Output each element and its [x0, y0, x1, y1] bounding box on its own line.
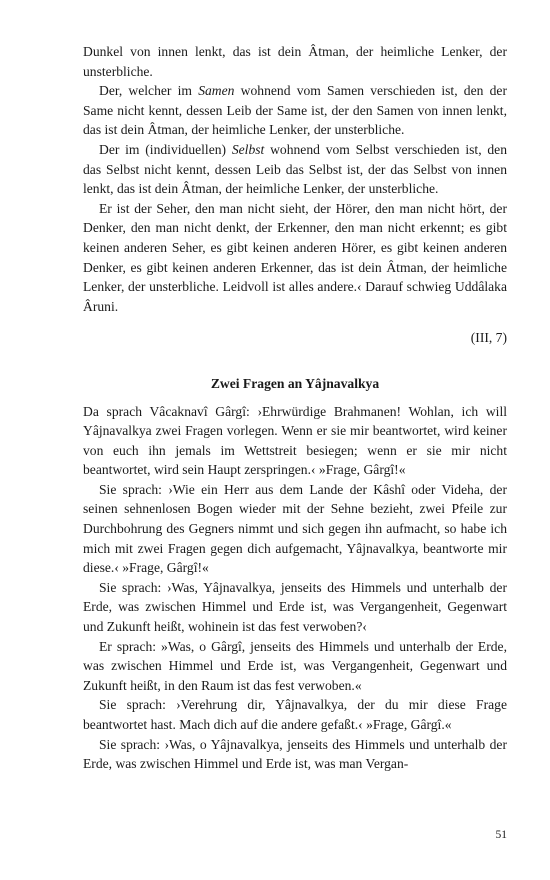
text-run: Sie sprach: ›Wie ein Herr aus dem Lande der Kâshî oder Videha, der seinen sehnenlosen Bogen wieder mit der Sehne bezieht, zwei Pfeile zur Durchbohrung des Gegners nimmt und sich gegen ihn aufmacht, so habe ich mich mit zwei Fragen gegen dich aufgemacht, Yâjnavalkya, beantworte mir diese.‹ »Frage, Gârgî!«	[83, 481, 507, 576]
paragraph	[83, 140, 507, 199]
paragraph	[83, 199, 507, 317]
text-run: wohnend vom Selbst verschieden ist, den das Selbst nicht kennt, dessen Leib das Selbst ist, der das Selbst von innen lenkt, das ist dein Âtman, der heimliche Lenker, der unsterbliche.	[83, 141, 507, 197]
paragraph	[83, 637, 507, 696]
text-run: Er sprach: »Was, o Gârgî, jenseits des Himmels und unterhalb der Erde, was zwischen Himmel und Erde ist, was Vergangenheit, Gegenwart und Zukunft heißt, in den Raum ist das fest verwoben.«	[83, 638, 507, 693]
section-two-questions	[83, 402, 507, 774]
page-number: 51	[495, 829, 507, 841]
section-heading: Zwei Fragen an Yâjnavalkya	[210, 375, 380, 391]
text-run: Dunkel von innen lenkt, das ist dein Âtman, der heimliche Lenker, der unsterbliche.	[83, 44, 507, 79]
emphasized-text: Samen	[198, 83, 235, 99]
paragraph	[83, 402, 507, 480]
paragraph	[83, 578, 507, 637]
text-run: Der im (individuellen)	[99, 141, 232, 157]
text-run: Sie sprach: ›Was, o Yâjnavalkya, jenseits des Himmels und unterhalb der Erde, was zwischen Himmel und Erde ist, was man Vergan-	[83, 736, 507, 772]
paragraph	[83, 480, 507, 578]
text-run: Der, welcher im	[99, 83, 199, 99]
paragraph	[83, 695, 507, 734]
text-run: Sie sprach: ›Verehrung dir, Yâjnavalkya, der du mir diese Frage beantwortet hast. Mach dich auf die andere gefaßt.‹ »Frage, Gârgî.«	[83, 697, 507, 732]
text-run: Sie sprach: ›Was, Yâjnavalkya, jenseits des Himmels und unterhalb der Erde, was zwischen Himmel und Erde ist, was Vergangenheit, Gegenwart und Zukunft heißt, wohinein ist das fest verwoben?‹	[83, 579, 507, 635]
text-run: Er ist der Seher, den man nicht sieht, der Hörer, den man nicht hört, der Denker, den man nicht denkt, der Erkenner, den man nicht erkennt; es gibt keinen anderen Seher, es gibt keinen anderen Hörer, es gibt keinen anderen Denker, es gibt keinen anderen Erkenner, das ist dein Âtman, der heimliche Lenker, der unsterbliche. Leidvoll ist alles andere.‹ Darauf schwieg Uddâlaka Âruni.	[83, 200, 507, 314]
paragraph	[83, 81, 507, 140]
text-run: Da sprach Vâcaknavî Gârgî: ›Ehrwürdige Brahmanen! Wohlan, ich will Yâjnavalkya zwei Fragen vorlegen. Wenn er sie mir beantwortet, wird keiner von euch ihn jemals im Wettstreit besiegen; wenn er sie mir nicht beantwortet, wird sein Haupt zerspringen.‹ »Frage, Gârgî!«	[83, 403, 507, 478]
paragraph	[83, 735, 507, 774]
paragraph	[83, 42, 507, 81]
section-atman-passage	[83, 42, 507, 316]
page-body	[83, 42, 507, 774]
citation-reference: (III, 7)	[470, 330, 507, 346]
emphasized-text: Selbst	[231, 141, 265, 157]
text-run: wohnend vom Samen verschieden ist, den der Same nicht kennt, dessen Leib der Same ist, der den Samen von innen lenkt, das ist dein Âtman, der heimliche Lenker, der unsterbliche.	[83, 83, 507, 138]
